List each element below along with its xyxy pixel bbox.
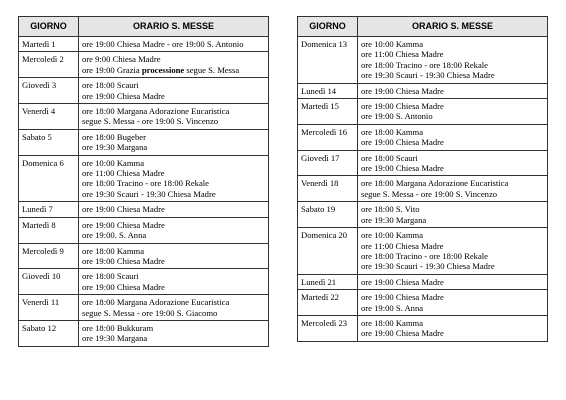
mass-time-line: ore 19:00 Chiesa Madre - ore 19:00 S. Antonio xyxy=(82,39,244,49)
mass-time-line: ore 18:00 Margana Adorazione Eucaristica xyxy=(82,297,230,308)
times-cell xyxy=(79,37,269,52)
table-row xyxy=(19,202,269,217)
day-cell: Domenica 13 xyxy=(298,37,358,84)
mass-time-line: segue S. Messa - ore 19:00 S. Giacomo xyxy=(82,307,218,318)
table-row xyxy=(19,217,269,243)
times-cell xyxy=(79,104,269,130)
mass-time-line: ore 19:00 Chiesa Madre xyxy=(82,255,165,266)
header-times: ORARIO S. MESSE xyxy=(358,17,548,37)
mass-time-line: ore 10:00 Kamma xyxy=(361,230,424,241)
schedule-table-right xyxy=(297,16,548,342)
times-cell xyxy=(358,99,548,125)
times-cell xyxy=(358,124,548,150)
table-row xyxy=(298,83,548,98)
table-row xyxy=(298,176,548,202)
table-row xyxy=(298,274,548,289)
day-cell: Sabato 19 xyxy=(298,202,358,228)
mass-time-line: ore 19:00 Chiesa Madre xyxy=(82,90,165,101)
day-cell: Sabato 5 xyxy=(19,129,79,155)
mass-time-line: ore 19:00 Chiesa Madre xyxy=(361,276,444,287)
table-row xyxy=(19,37,269,52)
day-cell: Giovedì 17 xyxy=(298,150,358,176)
mass-time-line: ore 10:00 Kamma xyxy=(82,157,145,168)
day-cell: Venerdì 18 xyxy=(298,176,358,202)
mass-time-line: ore 19:00 S. Anna xyxy=(361,302,424,313)
mass-time-line: ore 11:00 Chiesa Madre xyxy=(82,168,165,179)
mass-time-line: ore 19:30 Margana xyxy=(82,142,148,153)
table-row xyxy=(298,124,548,150)
times-cell xyxy=(79,202,269,217)
day-cell: Lunedì 7 xyxy=(19,202,79,217)
mass-time-line: ore 19:30 Scauri - 19:30 Chiesa Madre xyxy=(82,188,216,199)
day-cell: Domenica 6 xyxy=(19,155,79,202)
table-row xyxy=(298,37,548,84)
day-cell: Giovedì 10 xyxy=(19,269,79,295)
day-cell: Martedì 8 xyxy=(19,217,79,243)
right-rows xyxy=(298,37,548,342)
day-cell: Domenica 20 xyxy=(298,228,358,275)
mass-time-line: ore 19:00 Chiesa Madre xyxy=(361,163,444,174)
table-row xyxy=(19,243,269,269)
day-cell: Mercoledì 23 xyxy=(298,315,358,341)
mass-time-line: ore 11:00 Chiesa Madre xyxy=(361,240,444,251)
day-cell: Martedì 1 xyxy=(19,37,79,52)
table-row xyxy=(19,295,269,321)
line-text: segue S. Messa xyxy=(184,64,240,75)
times-cell xyxy=(358,290,548,316)
procession-highlight: processione xyxy=(141,64,185,75)
mass-time-line: ore 18:00 Margana Adorazione Eucaristica xyxy=(82,106,230,117)
table-row xyxy=(19,269,269,295)
day-cell: Mercoledì 2 xyxy=(19,52,79,78)
mass-time-line: ore 18:00 Tracino - ore 18:00 Rekale xyxy=(361,250,488,261)
schedule-table-left xyxy=(18,16,269,347)
table-row xyxy=(298,99,548,125)
day-cell: Lunedì 14 xyxy=(298,83,358,98)
mass-time-line: ore 11:00 Chiesa Madre xyxy=(361,49,444,60)
mass-time-line: ore 19:00 Chiesa Madre xyxy=(361,101,444,112)
mass-time-line: ore 19:00 S. Antonio xyxy=(361,111,433,122)
times-cell xyxy=(358,228,548,275)
times-cell xyxy=(358,315,548,341)
times-cell xyxy=(358,274,548,289)
mass-time-line: ore 19:00. S. Anna xyxy=(82,230,147,241)
day-cell: Mercoledì 16 xyxy=(298,124,358,150)
header-day: GIORNO xyxy=(19,17,79,37)
times-cell xyxy=(79,78,269,104)
times-cell xyxy=(358,202,548,228)
mass-time-line xyxy=(82,65,265,75)
times-cell xyxy=(79,217,269,243)
times-cell xyxy=(79,269,269,295)
mass-time-line: ore 18:00 Scauri xyxy=(82,271,139,282)
mass-time-line: ore 19:00 Chiesa Madre xyxy=(361,137,444,148)
mass-time-line: ore 19:30 Margana xyxy=(82,333,148,344)
mass-time-line: segue S. Messa - ore 19:00 S. Vincenzo xyxy=(82,116,219,127)
mass-time-line: ore 9:00 Chiesa Madre xyxy=(82,54,161,65)
table-header-row xyxy=(298,17,548,37)
header-day: GIORNO xyxy=(298,17,358,37)
mass-time-line: ore 18:00 Bugeber xyxy=(82,131,146,142)
day-cell: Martedì 22 xyxy=(298,290,358,316)
table-row xyxy=(298,315,548,341)
table-row xyxy=(19,320,269,346)
day-cell: Martedì 15 xyxy=(298,99,358,125)
mass-time-line: ore 19:30 Scauri - 19:30 Chiesa Madre xyxy=(361,261,495,272)
mass-time-line: ore 18:00 Scauri xyxy=(361,152,418,163)
line-text: ore 19:00 Grazia xyxy=(82,64,142,75)
mass-time-line: ore 18:00 Tracino - ore 18:00 Rekale xyxy=(361,59,488,70)
mass-time-line: ore 19:00 Chiesa Madre xyxy=(361,328,444,339)
day-cell: Venerdì 11 xyxy=(19,295,79,321)
table-row xyxy=(19,78,269,104)
times-cell xyxy=(358,83,548,98)
table-row xyxy=(19,52,269,78)
mass-time-line: ore 19:00 Chiesa Madre xyxy=(82,281,165,292)
times-cell xyxy=(79,320,269,346)
mass-time-line: ore 18:00 Tracino - ore 18:00 Rekale xyxy=(82,178,209,189)
table-row xyxy=(298,202,548,228)
table-row xyxy=(19,104,269,130)
table-row xyxy=(298,290,548,316)
left-rows xyxy=(19,37,269,347)
day-cell: Sabato 12 xyxy=(19,320,79,346)
day-cell: Lunedì 21 xyxy=(298,274,358,289)
mass-time-line: ore 19:00 Chiesa Madre xyxy=(82,204,165,215)
table-row xyxy=(19,129,269,155)
mass-time-line: ore 10:00 Kamma xyxy=(361,39,424,49)
mass-time-line: segue S. Messa - ore 19:00 S. Vincenzo xyxy=(361,188,498,199)
day-cell: Mercoledì 9 xyxy=(19,243,79,269)
header-times: ORARIO S. MESSE xyxy=(79,17,269,37)
mass-time-line: ore 18:00 Kamma xyxy=(361,317,424,328)
times-cell xyxy=(358,176,548,202)
table-row xyxy=(298,228,548,275)
times-cell xyxy=(79,129,269,155)
times-cell xyxy=(79,155,269,202)
mass-time-line: ore 18:00 S. Vito xyxy=(361,204,420,215)
times-cell xyxy=(358,150,548,176)
day-cell: Giovedì 3 xyxy=(19,78,79,104)
mass-time-line: ore 19:00 Chiesa Madre xyxy=(361,292,444,303)
day-cell: Venerdì 4 xyxy=(19,104,79,130)
mass-time-line: ore 19:30 Margana xyxy=(361,214,427,225)
table-row xyxy=(298,150,548,176)
mass-time-line: ore 18:00 Margana Adorazione Eucaristica xyxy=(361,178,509,189)
mass-time-line: ore 19:30 Scauri - 19:30 Chiesa Madre xyxy=(361,70,495,81)
times-cell xyxy=(79,52,269,78)
mass-time-line: ore 18:00 Bukkuram xyxy=(82,322,154,333)
mass-time-line: ore 19:00 Chiesa Madre xyxy=(82,219,165,230)
table-header-row xyxy=(19,17,269,37)
mass-time-line: ore 18:00 Kamma xyxy=(82,245,145,256)
mass-time-line: ore 19:00 Chiesa Madre xyxy=(361,85,444,96)
times-cell xyxy=(358,37,548,84)
table-row xyxy=(19,155,269,202)
mass-time-line: ore 18:00 Kamma xyxy=(361,126,424,137)
times-cell xyxy=(79,243,269,269)
times-cell xyxy=(79,295,269,321)
mass-time-line: ore 18:00 Scauri xyxy=(82,80,139,91)
